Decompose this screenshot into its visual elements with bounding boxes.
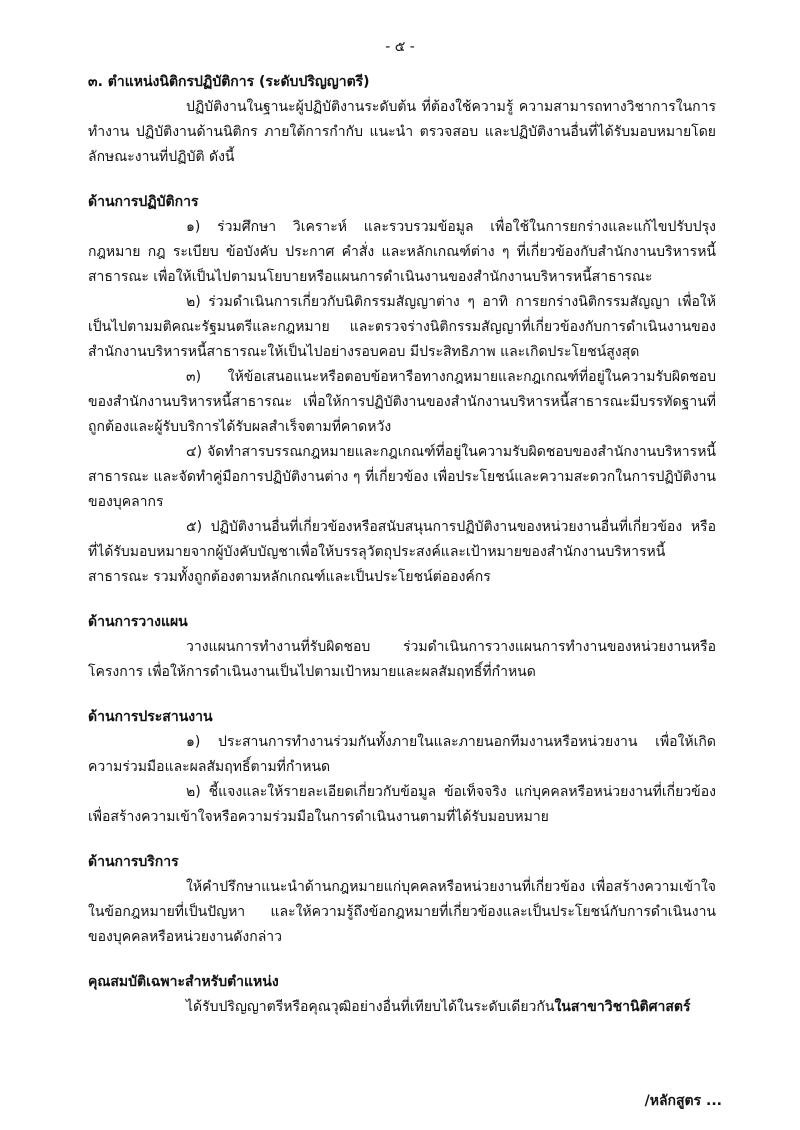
qualification-text-regular: ได้รับปริญญาตรีหรือคุณวุฒิอย่างอื่นที่เทียบได้ในระดับเดียวกัน xyxy=(186,999,555,1015)
section-service xyxy=(88,850,716,950)
operations-item: ๓) ให้ข้อเสนอแนะหรือตอบข้อหารือทางกฎหมายและกฎเกณฑ์ที่อยู่ในความรับผิดชอบของสำนักงานบริหารหนี้สาธารณะ เพื่อให้การปฏิบัติงานของสำนักงานบริหารหนี้สาธารณะมีบรรทัดฐานที่ถูกต้องและผู้รับบริการได้รับผลสำเร็จตามที่คาดหวัง xyxy=(88,369,716,435)
section-operations xyxy=(88,190,716,590)
page-number: - ๕ - xyxy=(385,39,415,55)
planning-text: วางแผนการทำงานที่รับผิดชอบ ร่วมดำเนินการวางแผนการทำงานของหน่วยงานหรือโครงการ เพื่อให้การดำเนินงานเป็นไปตามเป้าหมายและผลสัมฤทธิ์ที่กำหนด xyxy=(88,639,716,680)
section-heading-operations: ด้านการปฏิบัติการ xyxy=(88,194,199,210)
operations-item: ๒) ร่วมดำเนินการเกี่ยวกับนิติกรรมสัญญาต่าง ๆ อาทิ การยกร่างนิติกรรมสัญญา เพื่อให้เป็นไปตามมติคณะรัฐมนตรีและกฎหมาย และตรวจร่างนิติกรรมสัญญาที่เกี่ยวข้องกับการดำเนินงานของสำนักงานบริหารหนี้สาธารณะให้เป็นไปอย่างรอบคอบ มีประสิทธิภาพ และเกิดประโยชน์สูงสุด xyxy=(88,294,716,360)
continuation-note: /หลักสูตร ... xyxy=(644,1093,722,1109)
section-heading-qualification: คุณสมบัติเฉพาะสำหรับตำแหน่ง xyxy=(88,974,279,990)
operations-item: ๑) ร่วมศึกษา วิเคราะห์ และรวบรวมข้อมูล เพื่อใช้ในการยกร่างและแก้ไขปรับปรุงกฎหมาย กฎ ระเบียบ ข้อบังคับ ประกาศ คำสั่ง และหลักเกณฑ์ต่าง ๆ ที่เกี่ยวข้องกับสำนักงานบริหารหนี้สาธารณะ เพื่อให้เป็นไปตามนโยบายหรือแผนการดำเนินงานของสำนักงานบริหารหนี้สาธารณะ xyxy=(88,219,716,285)
document-body xyxy=(88,70,716,1020)
operations-item: ๕) ปฏิบัติงานอื่นที่เกี่ยวข้องหรือสนับสนุนการปฏิบัติงานของหน่วยงานอื่นที่เกี่ยวข้อง หรือที่ได้รับมอบหมายจากผู้บังคับบัญชาเพื่อให้บรรลุวัตถุประสงค์และเป้าหมายของสำนักงานบริหารหนี้สาธารณะ รวมทั้งถูกต้องตามหลักเกณฑ์และเป็นประโยชน์ต่อองค์กร xyxy=(88,519,716,585)
position-title: ๓. ตำแหน่งนิติกรปฏิบัติการ (ระดับปริญญาตรี) xyxy=(88,74,370,90)
coordination-item: ๑) ประสานการทำงานร่วมกันทั้งภายในและภายนอกทีมงานหรือหน่วยงาน เพื่อให้เกิดความร่วมมือและผลสัมฤทธิ์ตามที่กำหนด xyxy=(88,734,716,775)
position-summary: ปฏิบัติงานในฐานะผู้ปฏิบัติงานระดับต้น ที่ต้องใช้ความรู้ ความสามารถทางวิชาการในการทำงาน ปฏิบัติงานด้านนิติกร ภายใต้การกำกับ แนะนำ ตรวจสอบ และปฏิบัติงานอื่นที่ได้รับมอบหมายโดยลักษณะงานที่ปฏิบัติ ดังนี้ xyxy=(88,99,716,165)
section-heading-planning: ด้านการวางแผน xyxy=(88,614,188,630)
operations-item: ๔) จัดทำสารบรรณกฎหมายและกฎเกณฑ์ที่อยู่ในความรับผิดชอบของสำนักงานบริหารหนี้สาธารณะ และจัดทำคู่มือการปฏิบัติงานต่าง ๆ ที่เกี่ยวข้อง เพื่อประโยชน์และความสะดวกในการปฏิบัติงานของบุคลากร xyxy=(88,444,716,510)
section-heading-service: ด้านการบริการ xyxy=(88,854,179,870)
section-heading-coordination: ด้านการประสานงาน xyxy=(88,709,213,725)
section-coordination xyxy=(88,705,716,830)
service-text: ให้คำปรึกษาแนะนำด้านกฎหมายแก่บุคคลหรือหน่วยงานที่เกี่ยวข้อง เพื่อสร้างความเข้าใจในข้อกฎหมายที่เป็นปัญหา และให้ความรู้ถึงข้อกฎหมายที่เกี่ยวข้องและเป็นประโยชน์กับการดำเนินงานของบุคคลหรือหน่วยงานดังกล่าว xyxy=(88,879,716,945)
coordination-item: ๒) ชี้แจงและให้รายละเอียดเกี่ยวกับข้อมูล ข้อเท็จจริง แก่บุคคลหรือหน่วยงานที่เกี่ยวข้อง เพื่อสร้างความเข้าใจหรือความร่วมมือในการดำเนินงานตามที่ได้รับมอบหมาย xyxy=(88,784,716,825)
section-qualification xyxy=(88,970,716,1020)
position-block xyxy=(88,70,716,170)
section-planning xyxy=(88,610,716,685)
qualification-text-bold: ในสาขาวิชานิติศาสตร์ xyxy=(554,999,691,1015)
qualification-text xyxy=(88,995,716,1020)
